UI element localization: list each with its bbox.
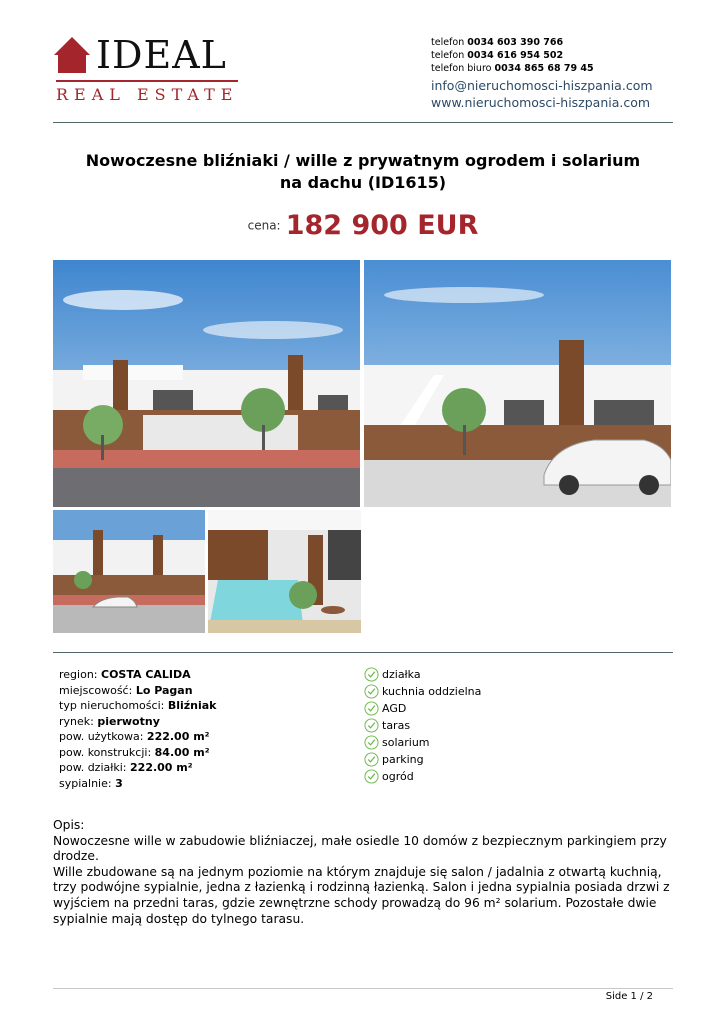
check-circle-icon [364,752,379,767]
price-block [53,210,673,241]
logo-tagline: REAL ESTATE [56,85,239,104]
fact-region: region: COSTA CALIDA [59,668,191,681]
property-photo-1[interactable] [53,260,360,507]
property-facts [59,667,217,791]
house-icon [52,35,92,75]
phone-line-3: telefon biuro 0034 865 68 79 45 [431,63,594,74]
details-divider [53,652,673,653]
description-heading: Opis: [53,818,85,832]
check-circle-icon [364,769,379,784]
fact-type: typ nieruchomości: Bliźniak [59,699,217,712]
list-item: taras [364,717,481,734]
feature-list [364,666,481,785]
phone-number-3[interactable]: 0034 865 68 79 45 [494,63,594,74]
contact-block [431,36,653,111]
price-value: 182 900 EUR [285,210,479,241]
list-item: AGD [364,700,481,717]
fact-market: rynek: pierwotny [59,714,160,728]
fact-build-area: pow. konstrukcji: 84.00 m² [59,745,210,759]
property-photo-2[interactable] [364,260,671,507]
check-circle-icon [364,735,379,750]
price-label: cena: [247,218,281,233]
phone-line-1: telefon 0034 603 390 766 [431,37,564,48]
description [53,818,673,927]
phone-number-1[interactable]: 0034 603 390 766 [467,37,564,48]
check-circle-icon [364,718,379,733]
check-circle-icon [364,667,379,682]
list-item: parking [364,751,481,768]
list-item: solarium [364,734,481,751]
check-circle-icon [364,701,379,716]
property-photo-4[interactable] [208,510,361,633]
header-divider [53,122,673,123]
fact-bedrooms: sypialnie: 3 [59,776,123,790]
footer-divider [53,988,673,989]
description-paragraph-2: Wille zbudowane są na jednym poziomie na którym znajduje się salon / jadalnia z otwartą kuchnią, trzy podwójne sypialnie, jedna z łazienką i rodzinną łazienką. Salon i jedna sypialnia posiada drzwi z wyjściem na przedni taras, gdzie zewnętrzne schody prowadzą do 96 m² solarium. Pozostałe dwie sypialnie mają dostęp do tylnego tarasu. [53,864,670,926]
company-logo [52,33,242,108]
listing-title: Nowoczesne bliźniaki / wille z prywatnym ogrodem i solarium na dachu (ID1615) [85,151,641,192]
phone-number-2[interactable]: 0034 616 954 502 [467,50,564,61]
list-item: ogród [364,768,481,785]
check-circle-icon [364,684,379,699]
website-link[interactable]: www.nieruchomosci-hiszpania.com [431,95,651,110]
phone-line-2: telefon 0034 616 954 502 [431,50,564,61]
fact-town: miejscowość: Lo Pagan [59,683,193,697]
list-item: działka [364,666,481,683]
logo-wordmark: IDEAL [96,33,227,77]
property-photo-3[interactable] [53,510,205,633]
description-paragraph-1: Nowoczesne wille w zabudowie bliźniaczej, małe osiedle 10 domów z bezpiecznym parkingiem przy drodze. [53,833,667,864]
fact-plot-area: pow. działki: 222.00 m² [59,761,193,774]
email-link[interactable]: info@nieruchomosci-hiszpania.com [431,78,653,93]
fact-usable-area: pow. użytkowa: 222.00 m² [59,730,210,743]
list-item: kuchnia oddzielna [364,683,481,700]
page-number: Side 1 / 2 [605,991,653,1002]
logo-divider [56,80,238,82]
